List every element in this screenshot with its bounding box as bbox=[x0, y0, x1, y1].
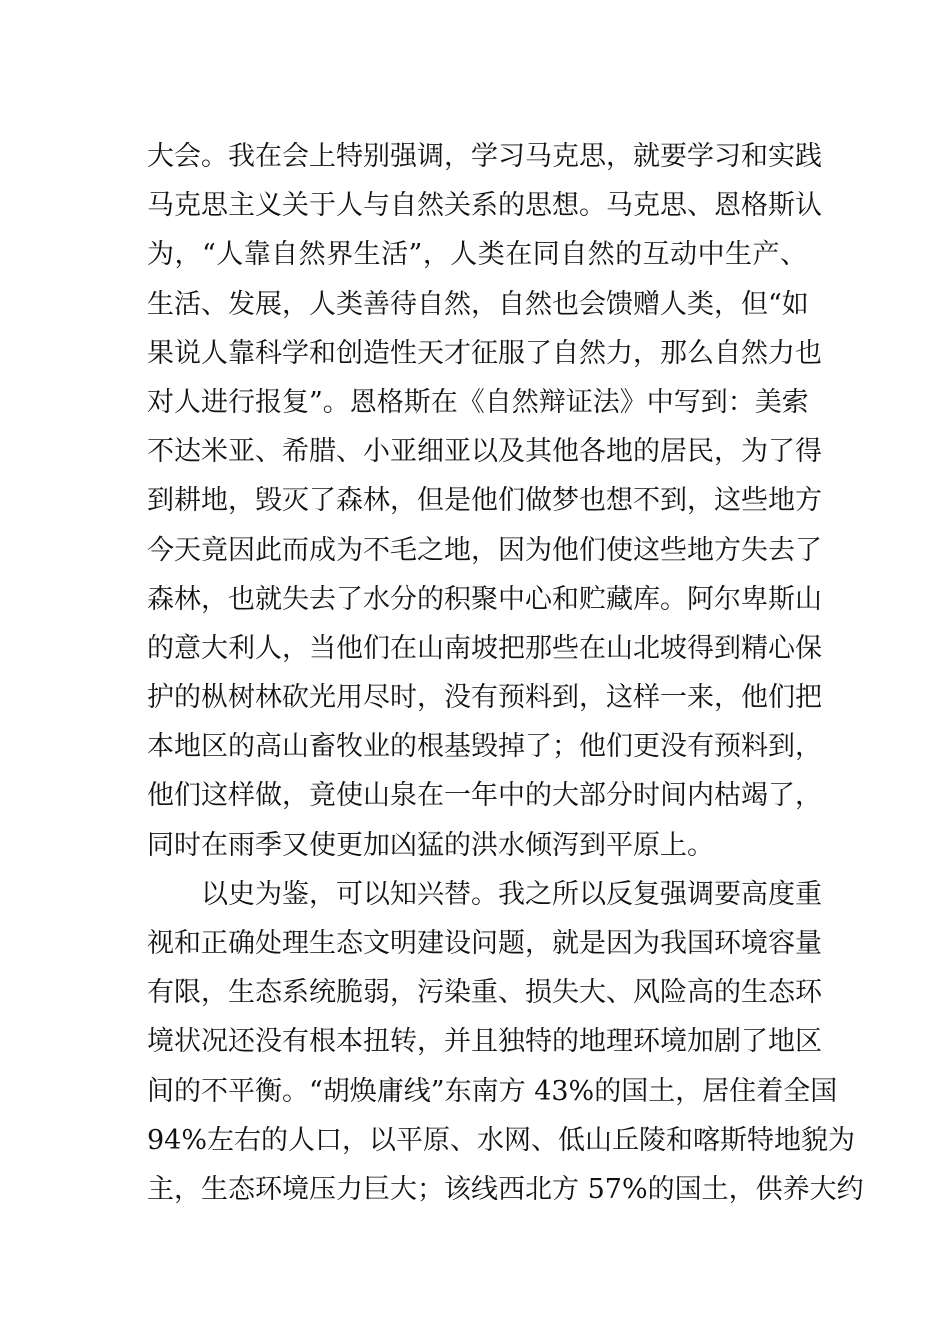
text-line-15: 同时在雨季又使更加凶猛的洪水倾泻到平原上。 bbox=[147, 829, 714, 861]
text-line-5: 果说人靠科学和创造性天才征服了自然力，那么自然力也 bbox=[147, 337, 822, 369]
text-line-19: 境状况还没有根本扭转，并且独特的地理环境加剧了地区 bbox=[147, 1026, 822, 1058]
text-line-16: 以史为鉴，可以知兴替。我之所以反复强调要高度重 bbox=[201, 878, 822, 910]
text-line-22: 主，生态环境压力巨大；该线西北方 57%的国土，供养大约 bbox=[147, 1173, 864, 1205]
text-line-4: 生活、发展，人类善待自然，自然也会馈赠人类，但“如 bbox=[147, 288, 809, 320]
text-line-2: 马克思主义关于人与自然关系的思想。马克思、恩格斯认 bbox=[147, 190, 822, 222]
text-line-20: 间的不平衡。“胡焕庸线”东南方 43%的国土，居住着全国 bbox=[147, 1075, 838, 1107]
text-line-13: 本地区的高山畜牧业的根基毁掉了；他们更没有预料到， bbox=[147, 731, 822, 763]
body-text bbox=[147, 132, 864, 1214]
text-line-21: 94%左右的人口，以平原、水网、低山丘陵和喀斯特地貌为 bbox=[147, 1124, 856, 1156]
text-line-12: 护的枞树林砍光用尽时，没有预料到，这样一来，他们把 bbox=[147, 682, 822, 714]
text-line-8: 到耕地，毁灭了森林，但是他们做梦也想不到，这些地方 bbox=[147, 485, 822, 517]
text-line-7: 不达米亚、希腊、小亚细亚以及其他各地的居民，为了得 bbox=[147, 436, 822, 468]
text-line-14: 他们这样做，竟使山泉在一年中的大部分时间内枯竭了， bbox=[147, 780, 822, 812]
text-line-1: 大会。我在会上特别强调，学习马克思，就要学习和实践 bbox=[147, 141, 822, 172]
text-line-17: 视和正确处理生态文明建设问题，就是因为我国环境容量 bbox=[147, 928, 822, 959]
text-line-9: 今天竟因此而成为不毛之地，因为他们使这些地方失去了 bbox=[147, 534, 822, 566]
text-line-6: 对人进行报复”。恩格斯在《自然辩证法》中写到：美索 bbox=[147, 386, 809, 418]
text-line-3: 为，“人靠自然界生活”，人类在同自然的互动中生产、 bbox=[147, 239, 807, 271]
text-line-18: 有限，生态系统脆弱，污染重、损失大、风险高的生态环 bbox=[147, 977, 822, 1009]
text-line-10: 森林，也就失去了水分的积聚中心和贮藏库。阿尔卑斯山 bbox=[147, 583, 822, 615]
text-line-11: 的意大利人，当他们在山南坡把那些在山北坡得到精心保 bbox=[147, 632, 822, 664]
